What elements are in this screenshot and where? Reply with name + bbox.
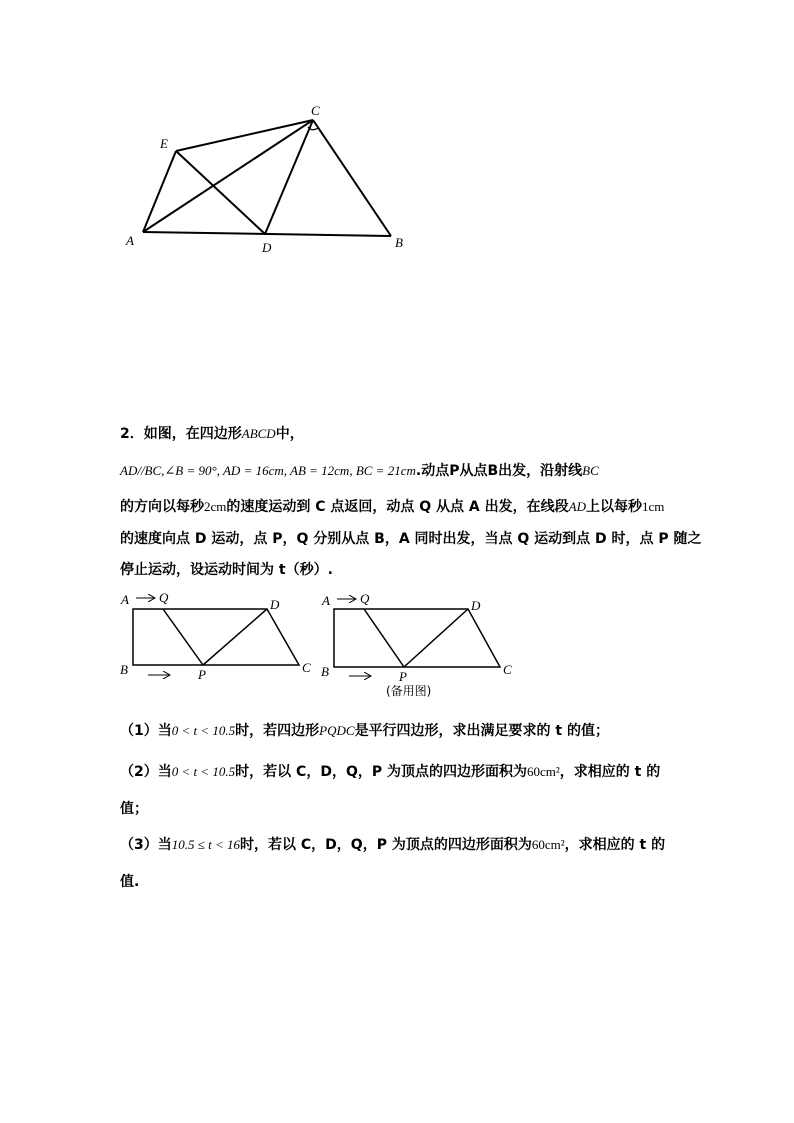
label-D: D bbox=[262, 240, 272, 255]
problem-heading bbox=[120, 424, 680, 444]
question-3-cont: 值. bbox=[120, 874, 140, 890]
problem-line-2 bbox=[120, 497, 680, 517]
spare-label-D: D bbox=[471, 598, 481, 613]
spare-label-B: B bbox=[321, 664, 329, 679]
heading-end: 中， bbox=[275, 426, 304, 442]
problem-line-4: 停止运动，设运动时间为 t（秒）. bbox=[120, 562, 333, 578]
spare-figure-caption: (备用图) bbox=[386, 684, 432, 698]
segment-ad: AD bbox=[568, 499, 586, 514]
fig2-label-C: C bbox=[302, 660, 311, 675]
q2-area: 60cm² bbox=[526, 764, 560, 779]
q1-num: （1）当 bbox=[120, 723, 172, 739]
q3-a: 时，若以 C，D，Q，P 为顶点的四边形面积为 bbox=[240, 837, 532, 853]
q2-a: 时，若以 C，D，Q，P 为顶点的四边形面积为 bbox=[235, 764, 527, 780]
q1-a: 时，若四边形 bbox=[235, 723, 320, 739]
label-A: A bbox=[126, 233, 134, 248]
label-E: E bbox=[160, 136, 168, 151]
question-2-cont: 值； bbox=[120, 801, 148, 817]
fig2-label-B: B bbox=[120, 662, 128, 677]
trapezoid-figures bbox=[0, 585, 794, 705]
problem-line-3: 的速度向点 D 运动，点 P，Q 分别从点 B，A 同时出发，当点 Q 运动到点 D 时，点 P 随之 bbox=[120, 531, 702, 547]
spare-segment-PD bbox=[404, 609, 468, 667]
heading-text: 如图，在四边形 bbox=[143, 426, 242, 442]
segment-AE bbox=[143, 151, 176, 232]
fig2-label-A: A bbox=[121, 592, 129, 607]
given-formula: AD//BC,∠B = 90°, AD = 16cm, AB = 12cm, BC = 21cm bbox=[120, 463, 416, 478]
q2-range: 0 < t < 10.5 bbox=[171, 764, 236, 779]
segment-PD bbox=[203, 609, 267, 665]
label-B: B bbox=[395, 235, 403, 250]
spare-segment-QP bbox=[364, 609, 404, 667]
q3-range: 10.5 ≤ t < 16 bbox=[171, 837, 241, 852]
line2-c: 上以每秒 bbox=[586, 499, 642, 515]
heading-quad: ABCD bbox=[241, 426, 276, 441]
q1-quad: PQDC bbox=[319, 723, 355, 738]
q3-b: ，求相应的 t 的 bbox=[564, 837, 666, 853]
line1-rest: .动点P从点B出发，沿射线 bbox=[415, 463, 583, 479]
q1-range: 0 < t < 10.5 bbox=[171, 723, 236, 738]
line2-a: 的方向以每秒 bbox=[120, 499, 204, 515]
label-C: C bbox=[311, 103, 320, 118]
q3-area: 60cm² bbox=[531, 837, 565, 852]
segment-AB bbox=[143, 232, 391, 236]
fig2-label-D: D bbox=[270, 597, 280, 612]
q1-b: 是平行四边形，求出满足要求的 t 的值； bbox=[354, 723, 610, 739]
segment-EC bbox=[176, 120, 313, 151]
fig2-label-P: P bbox=[198, 667, 206, 682]
question-1 bbox=[120, 721, 680, 741]
problem-line-1 bbox=[120, 461, 680, 481]
spare-label-P: P bbox=[399, 669, 407, 684]
problem-number: 2． bbox=[120, 426, 144, 442]
speed-q: 1cm bbox=[642, 499, 665, 514]
triangle-figure bbox=[0, 0, 794, 270]
spare-label-A: A bbox=[322, 593, 330, 608]
q2-num: （2）当 bbox=[120, 764, 172, 780]
segment-QP bbox=[163, 609, 203, 665]
segment-ED bbox=[176, 151, 265, 234]
fig2-label-Q: Q bbox=[159, 590, 169, 605]
segment-CB bbox=[313, 120, 391, 236]
question-2 bbox=[120, 762, 680, 782]
q2-b: ，求相应的 t 的 bbox=[559, 764, 661, 780]
spare-label-C: C bbox=[503, 662, 512, 677]
segment-DC bbox=[265, 120, 313, 234]
ray-bc: BC bbox=[582, 463, 599, 478]
speed-p: 2cm bbox=[204, 499, 227, 514]
q3-num: （3）当 bbox=[120, 837, 172, 853]
segment-AC bbox=[143, 120, 313, 232]
spare-label-Q: Q bbox=[360, 591, 370, 606]
spare-trapezoid-ABCD bbox=[334, 609, 500, 667]
question-3 bbox=[120, 835, 680, 855]
line2-b: 的速度运动到 C 点返回，动点 Q 从点 A 出发，在线段 bbox=[226, 499, 569, 515]
trapezoid-ABCD bbox=[133, 609, 299, 665]
